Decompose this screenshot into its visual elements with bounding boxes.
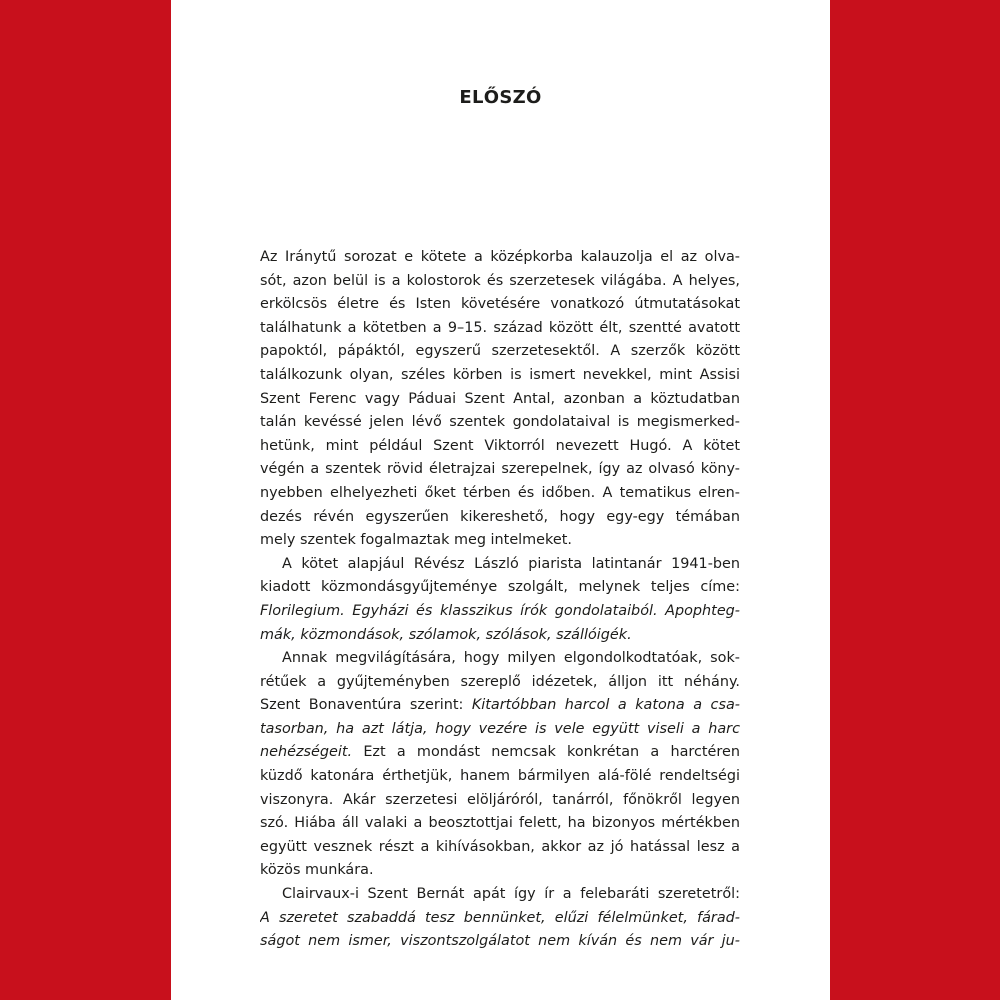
text-line: nyebben elhelyezheti őket térben és időben. A tematikus elren-	[260, 484, 740, 501]
italic-quote-run: nehézségeit.	[260, 744, 353, 761]
text-line: viszonyra. Akár szerzetesi elöljáróról, tanárról, főnökről legyen	[260, 791, 740, 808]
text-line: szó. Hiába áll valaki a beosztottjai felett, ha bizonyos mértékben	[260, 815, 740, 832]
text-run: Szent Bonaventúra szerint:	[260, 697, 472, 714]
text-line: papoktól, pápáktól, egyszerű szerzetesektől. A szerzők között	[260, 343, 740, 360]
text-line: A szeretet szabaddá tesz bennünket, elűzi félelmünket, fárad-	[260, 909, 740, 926]
text-line: Az Iránytű sorozat e kötete a középkorba kalauzolja el az olva-	[260, 249, 740, 265]
text-line: tasorban, ha azt látja, hogy vezére is vele együtt viseli a harc	[260, 720, 740, 737]
text-line: mák, közmondások, szólamok, szólások, szállóigék.	[260, 626, 632, 643]
book-page	[171, 0, 830, 1000]
text-line: rétűek a gyűjteményben szereplő idézetek, álljon itt néhány.	[260, 673, 740, 690]
text-run: Ezt a mondást nemcsak konkrétan a harctéren	[352, 744, 740, 761]
text-line: Szent Ferenc vagy Páduai Szent Antal, azonban a köztudatban	[260, 390, 740, 407]
text-line: együtt vesznek részt a kihívásokban, akkor az jó hatással lesz a	[260, 838, 740, 855]
text-line: Florilegium. Egyházi és klasszikus írók gondolataiból. Apophteg-	[260, 602, 740, 619]
text-line: erkölcsös életre és Isten követésére vonatkozó útmutatásokat	[260, 296, 740, 313]
text-line: A kötet alapjául Révész László piarista latintanár 1941-ben	[282, 555, 740, 572]
text-line: közös munkára.	[260, 862, 374, 879]
body-text	[260, 246, 740, 954]
left-red-band	[0, 0, 171, 1000]
text-line: Clairvaux-i Szent Bernát apát így ír a felebaráti szeretetről:	[282, 886, 740, 903]
text-line	[260, 694, 740, 718]
text-line: hetünk, mint például Szent Viktorról nevezett Hugó. A kötet	[260, 437, 740, 454]
text-line: talán kevéssé jelen lévő szentek gondolataival is megismerked-	[260, 414, 740, 431]
text-line: ságot nem ismer, viszontszolgálatot nem kíván és nem vár ju-	[260, 933, 740, 950]
page-title: ELŐSZÓ	[459, 87, 542, 108]
right-red-band	[830, 0, 1000, 1000]
text-line: dezés révén egyszerűen kikereshető, hogy egy-egy témában	[260, 508, 740, 525]
text-line: küzdő katonára érthetjük, hanem bármilyen alá-fölé rendeltségi	[260, 768, 740, 785]
text-line	[260, 741, 740, 765]
text-line: találhatunk a kötetben a 9–15. század között élt, szentté avatott	[260, 319, 740, 336]
text-line: kiadott közmondásgyűjteménye szolgált, melynek teljes címe:	[260, 579, 740, 596]
text-line: sót, azon belül is a kolostorok és szerzetesek világába. A helyes,	[260, 272, 740, 289]
italic-quote-run: Kitartóbban harcol a katona a csa-	[471, 697, 740, 714]
text-line: Annak megvilágítására, hogy milyen elgondolkodtatóak, sok-	[282, 650, 740, 667]
text-line: végén a szentek rövid életrajzai szerepelnek, így az olvasó köny-	[260, 461, 740, 478]
text-line: mely szentek fogalmaztak meg intelmeket.	[260, 532, 572, 549]
text-line: találkozunk olyan, széles körben is ismert nevekkel, mint Assisi	[260, 366, 740, 383]
